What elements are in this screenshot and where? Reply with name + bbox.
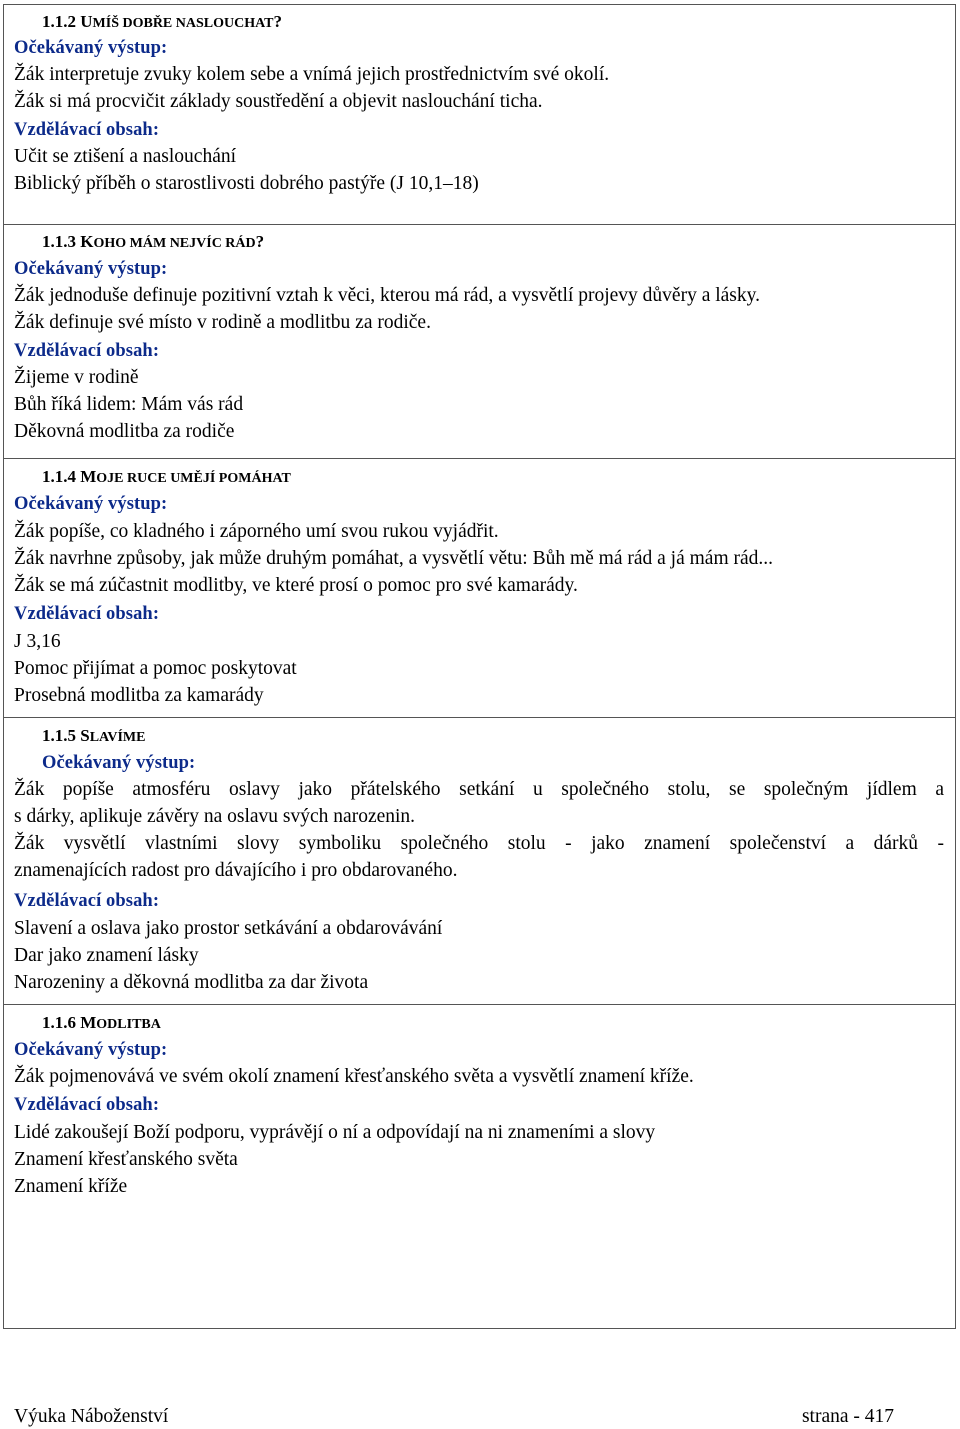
section-heading-1-1-5: 1.1.5 SLAVÍME	[42, 726, 146, 745]
section-heading-1-1-3: 1.1.3 KOHO MÁM NEJVÍC RÁD?	[42, 232, 265, 251]
content-item: Znamení křesťanského světa	[14, 1149, 238, 1170]
content-item: Žijeme v rodině	[14, 367, 139, 388]
expected-output-item: Žák popíše atmosféru oslavy jako přátelského setkání u společného stolu, se společným jídlem a	[14, 779, 944, 800]
content-label: Vzdělávací obsah:	[14, 604, 160, 624]
expected-output-label: Očekávaný výstup:	[14, 259, 168, 279]
content-item: Lidé zakoušejí Boží podporu, vyprávějí o ní a odpovídají na ni znameními a slovy	[14, 1122, 656, 1143]
expected-output-item: Žák definuje své místo v rodině a modlitbu za rodiče.	[14, 312, 431, 333]
expected-output-item: znamenajících radost pro dávajícího i pro obdarovaného.	[14, 860, 458, 881]
expected-output-item: Žák vysvětlí vlastními slovy symboliku společného stolu - jako znamení společenství a dárků -	[14, 833, 944, 854]
content-item: Bůh říká lidem: Mám vás rád	[14, 394, 244, 415]
content-item: Prosebná modlitba za kamarády	[14, 685, 264, 706]
section-heading-1-1-6: 1.1.6 MODLITBA	[42, 1013, 161, 1032]
page-number: strana - 417	[801, 1406, 894, 1427]
expected-output-item: Žák si má procvičit základy soustředění a objevit naslouchání ticha.	[14, 91, 543, 112]
content-label: Vzdělávací obsah:	[14, 1095, 160, 1115]
expected-output-item: Žák interpretuje zvuky kolem sebe a vnímá jejich prostřednictvím své okolí.	[14, 64, 610, 85]
footer-title: Výuka Náboženství	[14, 1406, 169, 1427]
section-heading-1-1-2: 1.1.2 UMÍŠ DOBŘE NASLOUCHAT?	[42, 12, 283, 31]
content-label: Vzdělávací obsah:	[14, 891, 160, 911]
expected-output-label: Očekávaný výstup:	[42, 753, 196, 773]
content-item: Znamení kříže	[14, 1176, 128, 1197]
expected-output-item: Žák navrhne způsoby, jak může druhým pomáhat, a vysvětlí větu: Bůh mě má rád a já mám rád...	[14, 548, 774, 569]
content-item: Narozeniny a děkovná modlitba za dar života	[14, 972, 369, 993]
content-item: Dar jako znamení lásky	[14, 945, 199, 966]
content-item: Biblický příběh o starostlivosti dobrého pastýře (J 10,1–18)	[14, 173, 479, 194]
expected-output-label: Očekávaný výstup:	[14, 1040, 168, 1060]
expected-output-item: Žák se má zúčastnit modlitby, ve které prosí o pomoc pro své kamarády.	[14, 575, 578, 596]
content-item: Děkovná modlitba za rodiče	[14, 421, 235, 442]
expected-output-label: Očekávaný výstup:	[14, 38, 168, 58]
content-item: J 3,16	[14, 631, 61, 652]
expected-output-item: s dárky, aplikuje závěry na oslavu svých narozenin.	[14, 806, 416, 827]
content-label: Vzdělávací obsah:	[14, 120, 160, 140]
expected-output-item: Žák pojmenovává ve svém okolí znamení křesťanského světa a vysvětlí znamení kříže.	[14, 1066, 694, 1087]
content-item: Slavení a oslava jako prostor setkávání a obdarovávání	[14, 918, 443, 939]
content-item: Pomoc přijímat a pomoc poskytovat	[14, 658, 297, 679]
section-heading-1-1-4: 1.1.4 MOJE RUCE UMĚJÍ POMÁHAT	[42, 467, 291, 486]
expected-output-item: Žák popíše, co kladného i záporného umí svou rukou vyjádřit.	[14, 521, 499, 542]
expected-output-item: Žák jednoduše definuje pozitivní vztah k věci, kterou má rád, a vysvětlí projevy důvěry a lásky.	[14, 285, 761, 306]
content-item: Učit se ztišení a naslouchání	[14, 146, 237, 167]
content-label: Vzdělávací obsah:	[14, 341, 160, 361]
expected-output-label: Očekávaný výstup:	[14, 494, 168, 514]
